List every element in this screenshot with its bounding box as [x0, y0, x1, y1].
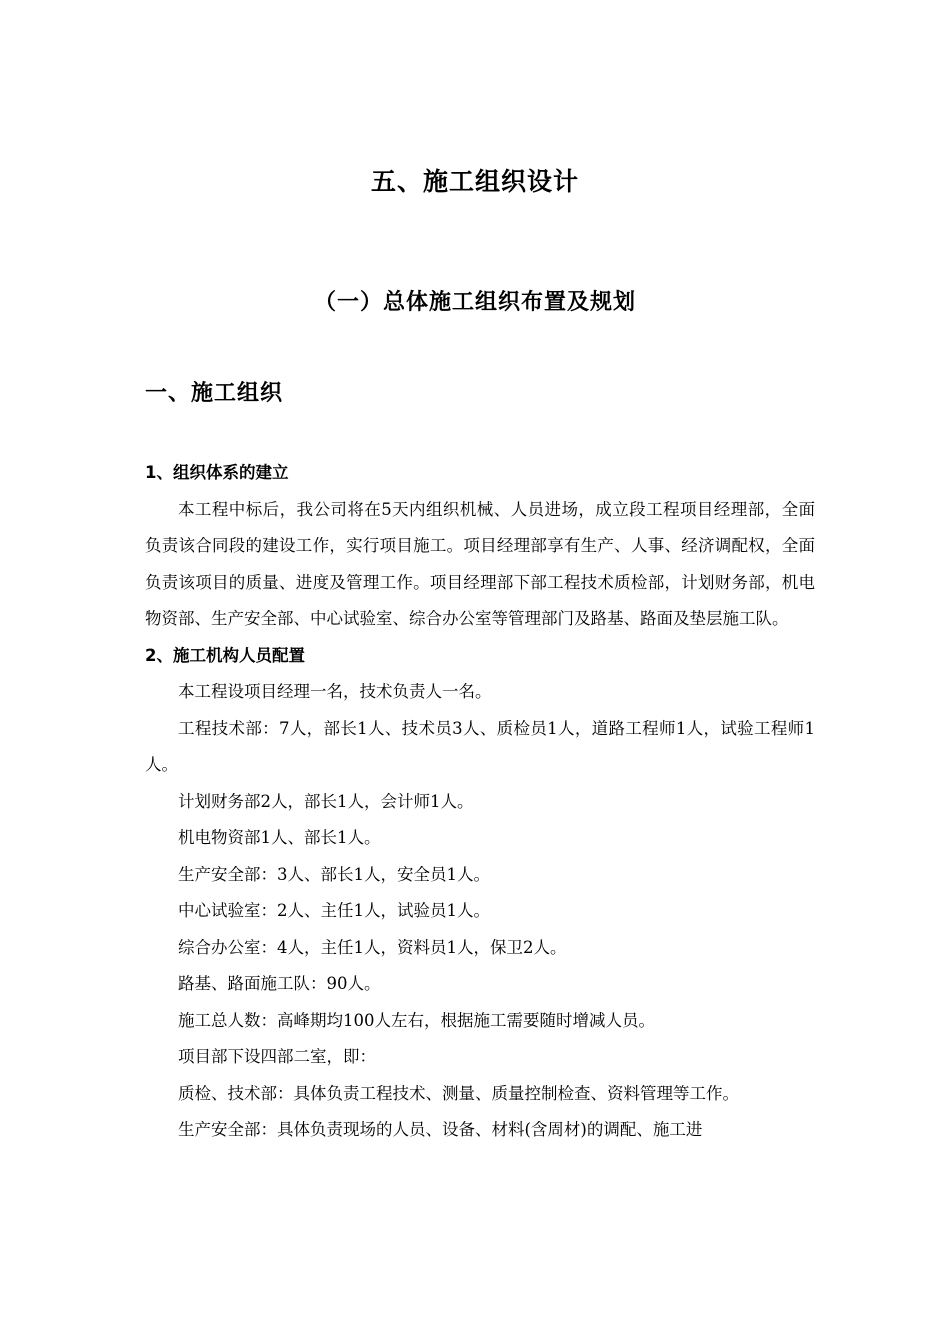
paragraph-line: 综合办公室：4人，主任1人，资料员1人，保卫2人。: [178, 937, 567, 957]
paragraph-line: 施工总人数：高峰期均100人左右，根据施工需要随时增减人员。: [178, 1010, 655, 1030]
paragraph-line: 生产安全部：具体负责现场的人员、设备、材料(含周材)的调配、施工进: [178, 1120, 703, 1139]
paragraph-line: 本工程设项目经理一名，技术负责人一名。: [178, 682, 492, 701]
paragraph-line: 路基、路面施工队：90人。: [178, 974, 381, 993]
paragraph-line: 计划财务部2人，部长1人，会计师1人。: [178, 791, 474, 811]
paragraph-line: 中心试验室：2人、主任1人，试验员1人。: [178, 901, 490, 920]
paragraph-line: 生产安全部：3人、部长1人，安全员1人。: [178, 864, 490, 884]
paragraph-organization-system: 本工程中标后，我公司将在5天内组织机械、人员进场，成立段工程项目经理部，全面负责该合同段的建设工作，实行项目施工。项目经理部享有生产、人事、经济调配权，全面负责该项目的质量、进度及管理工作。项目经理部下部工程技术质检部，计划财务部，机电物资部、生产安全部、中心试验室、综合办公室等管理部门及路基、路面及垫层施工队。: [145, 499, 815, 628]
paragraph-line: 机电物资部1人、部长1人。: [178, 828, 381, 847]
subheading-staffing: 2、施工机构人员配置: [145, 645, 305, 665]
paragraph-line: 质检、技术部：具体负责工程技术、测量、质量控制检查、资料管理等工作。: [178, 1083, 739, 1103]
body-text: [145, 455, 815, 1149]
chapter-title: 五、施工组织设计: [370, 167, 579, 196]
section-title: （一）总体施工组织布置及规划: [313, 290, 636, 315]
heading-construction-organization: 一、施工组织: [145, 381, 284, 406]
paragraph-line: 工程技术部：7人，部长1人、技术员3人、质检员1人，道路工程师1人，试验工程师1人。: [145, 718, 815, 774]
paragraph-line: 项目部下设四部二室，即：: [178, 1047, 376, 1066]
subheading-organization-system: 1、组织体系的建立: [145, 463, 289, 482]
